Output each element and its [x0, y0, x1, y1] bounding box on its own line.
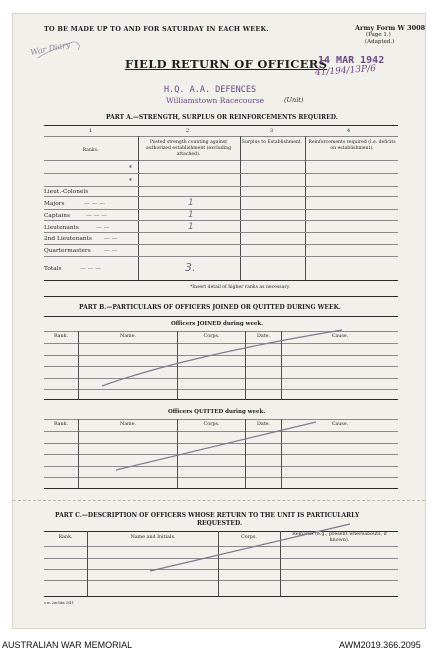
unit-label: (Unit)	[284, 96, 304, 104]
col-number-1: 1	[89, 128, 93, 134]
part-c-title-line1: PART C.—DESCRIPTION OF OFFICERS WHOSE RETURN TO THE UNIT IS PARTICULARLY	[55, 512, 360, 519]
partc-col-name: Name and Initials.	[130, 535, 176, 540]
credit-accession-number: AWM2019.366.2095	[339, 640, 421, 650]
col-header-posted-strength: Posted strength counting against authorized establishment (excluding attached).	[145, 140, 232, 157]
form-title: FIELD RETURN OF OFFICERS	[125, 57, 328, 71]
strength-total: 3.	[185, 261, 196, 274]
date-stamp: 14 MAR 1942	[318, 55, 385, 66]
strength-mark-majors: 1	[188, 198, 194, 208]
partc-col-rank: Rank.	[58, 535, 73, 540]
col-header-ranks: Ranks.	[82, 148, 99, 153]
joined-col-cause: Cause.	[331, 334, 349, 339]
quitted-title: Officers QUITTED during week.	[168, 409, 266, 415]
rank-2nd-lieutenants: 2nd Lieutenants	[44, 236, 92, 242]
part-c-title-line2: REQUESTED.	[197, 520, 243, 527]
col-header-surplus: Surplus to Establishment.	[241, 140, 303, 145]
totals-label: Totals	[44, 266, 62, 272]
quitted-col-rank: Rank.	[53, 422, 69, 427]
rank-asterisk: *	[129, 178, 132, 185]
leader-dots: — —	[96, 225, 110, 231]
strike-joined	[102, 330, 342, 386]
printer-imprint: s.w. 2m bks 3/41	[44, 601, 74, 605]
part-b-title: PART B.—PARTICULARS OF OFFICERS JOINED OR QUITTED DURING WEEK.	[79, 304, 341, 311]
credit-institution: AUSTRALIAN WAR MEMORIAL	[2, 640, 133, 650]
adapted-note: (Adapted.)	[365, 39, 395, 45]
rank-asterisk: *	[129, 165, 132, 172]
strike-quitted	[116, 422, 316, 470]
part-a-title: PART A.—STRENGTH, SURPLUS OR REINFORCEMENTS REQUIRED.	[106, 114, 338, 121]
quitted-col-corps: Corps.	[203, 422, 220, 427]
submission-instruction: TO BE MADE UP TO AND FOR SATURDAY IN EACH WEEK.	[44, 25, 269, 33]
leader-dots: — — —	[80, 266, 102, 272]
strike-part-c	[150, 524, 350, 571]
joined-col-date: Date.	[257, 334, 270, 339]
rank-lieutenants: Lieutenants	[44, 225, 79, 231]
leader-dots: — —	[104, 248, 118, 254]
col-number-3: 3	[270, 128, 274, 134]
leader-dots: — — —	[84, 201, 106, 207]
rank-quartermasters: Quartermasters	[44, 248, 91, 254]
col-number-2: 2	[186, 128, 190, 134]
form-number: Army Form W 3008	[355, 24, 426, 32]
joined-title: Officers JOINED during week.	[171, 321, 264, 327]
joined-col-rank: Rank.	[53, 334, 69, 339]
strength-mark-captains: 1	[188, 210, 194, 220]
unit-stamp-line2: Williamstown Racecourse	[166, 96, 265, 105]
rank-lieut-colonels: Lieut.-Colonels	[44, 189, 89, 195]
quitted-col-name: Name.	[120, 422, 136, 427]
page-number: (Page 1.)	[366, 32, 391, 38]
col-number-4: 4	[347, 128, 351, 134]
partc-col-corps: Corps.	[241, 535, 257, 540]
footnote: *Insert detail of higher ranks as necessary.	[190, 285, 291, 290]
quitted-col-cause: Cause.	[331, 422, 349, 427]
quitted-col-date: Date.	[257, 422, 270, 427]
unit-stamp-line1: H.Q. A.A. DEFENCES	[164, 85, 257, 95]
joined-col-name: Name.	[120, 334, 136, 339]
rank-captains: Captains	[44, 213, 70, 219]
pencil-annotation: War Diary	[29, 39, 72, 58]
rank-majors: Majors	[44, 201, 65, 207]
joined-col-corps: Corps.	[203, 334, 220, 339]
col-header-reinforcements: Reinforcements required (i.e. deficits on establishment).	[308, 140, 396, 151]
leader-dots: — — —	[86, 213, 108, 219]
leader-dots: — —	[104, 236, 118, 242]
reference-number: 41/194/13P/6	[314, 63, 377, 79]
strength-mark-lieutenants: 1	[188, 222, 194, 232]
partc-col-remarks: Remarks (e.g., present whereabouts, if known).	[292, 532, 387, 543]
pencil-scribble	[38, 42, 79, 58]
